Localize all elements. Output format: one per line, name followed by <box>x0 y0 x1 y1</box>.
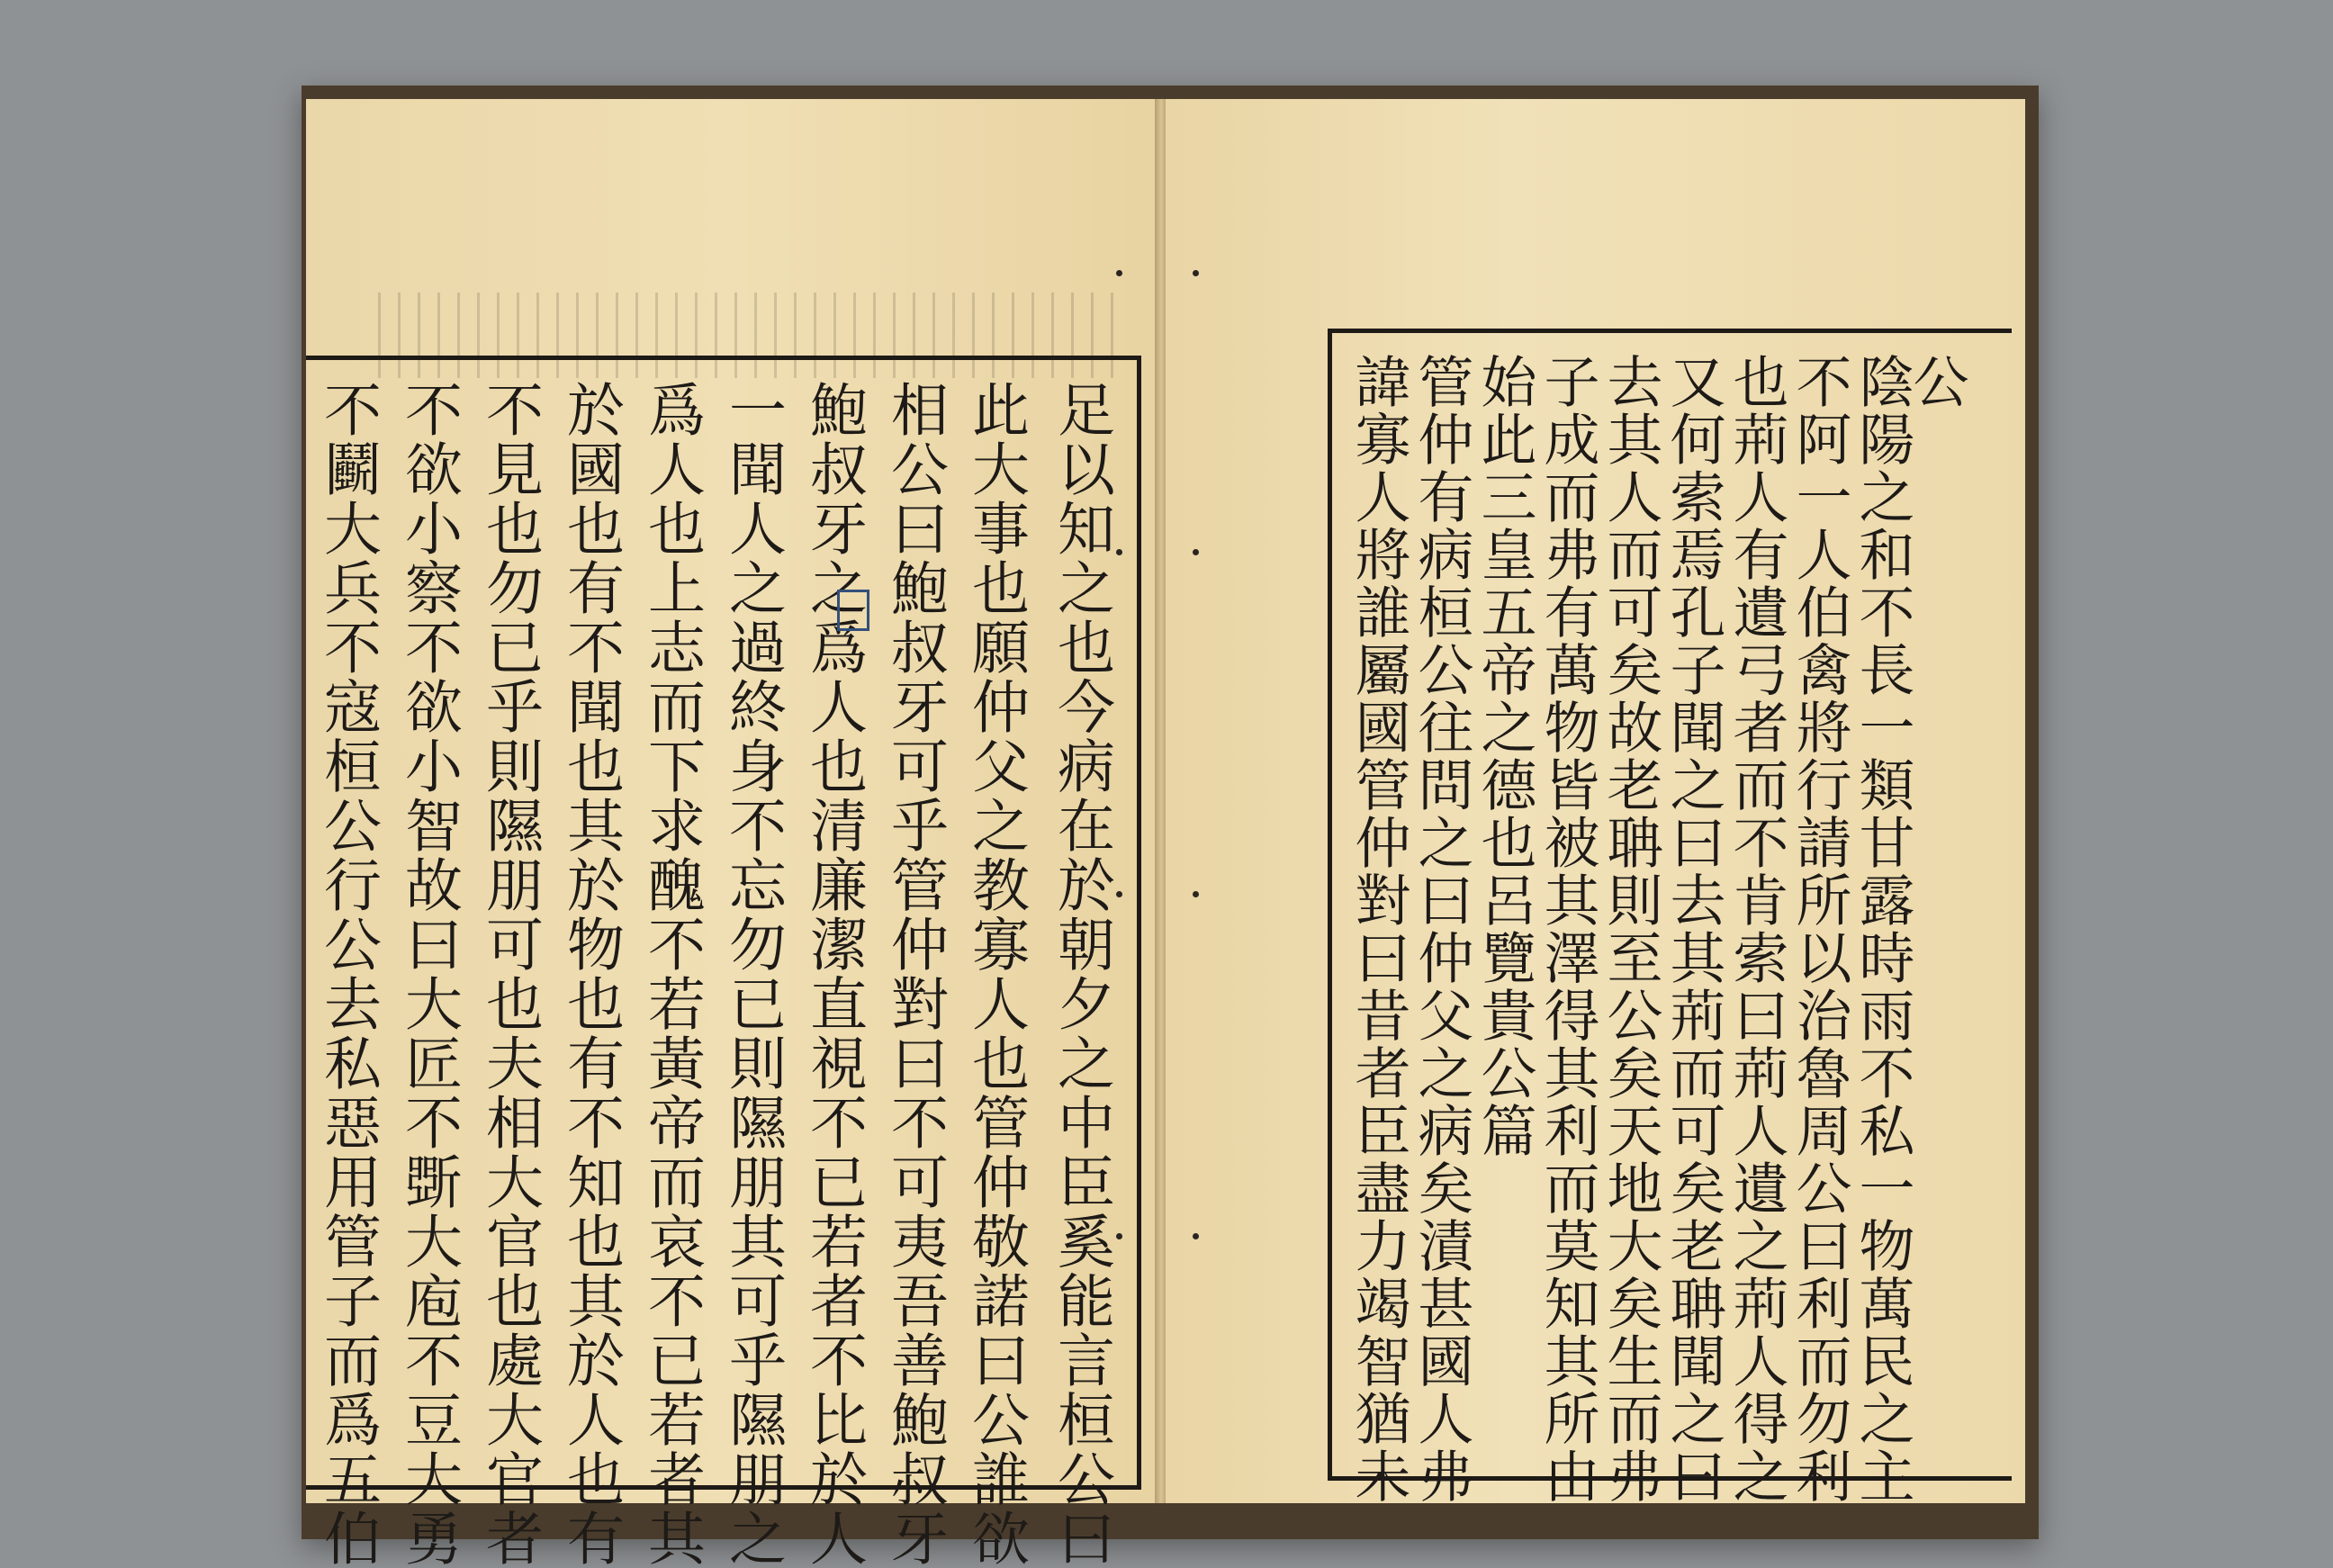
seal-stamp <box>837 590 869 631</box>
text-column: 不欲小察不欲小智故曰大匠不斲大庖不豆大勇 <box>395 380 462 1568</box>
text-column: 陰陽之和不長一類甘露時雨不私一物萬民之主 <box>1850 353 1915 1505</box>
text-column: 管仲有病桓公往問之曰仲父之病矣漬甚國人弗 <box>1409 353 1474 1505</box>
right-text-frame <box>1328 329 2012 1505</box>
text-column: 鮑叔牙之爲人也清廉潔直視不已若者不比於人 <box>800 380 867 1568</box>
text-column: 相公曰鮑叔牙可乎管仲對曰不可夷吾善鮑叔牙 <box>881 380 948 1568</box>
binding-hole <box>1116 1233 1122 1239</box>
text-column: 一聞人之過終身不忘勿已則隰朋其可乎隰朋之 <box>719 380 786 1568</box>
text-column: 公 <box>1904 353 1969 410</box>
binding-hole <box>1193 270 1199 276</box>
text-column: 爲人也上志而下求醜不若黃帝而哀不已若者其 <box>638 380 705 1568</box>
text-column: 也荊人有遺弓者而不肯索曰荊人遺之荊人得之 <box>1724 353 1789 1505</box>
binding-hole <box>1193 1233 1199 1239</box>
text-column: 始此三皇五帝之德也呂覽貴公篇 <box>1472 353 1537 1159</box>
binding-hole <box>1116 891 1122 897</box>
left-page <box>306 99 1157 1568</box>
binding-hole <box>1116 549 1122 555</box>
text-column: 又何索焉孔子聞之曰去其荊而可矣老聃聞之曰 <box>1661 353 1726 1505</box>
text-column: 於國也有不聞也其於物也有不知也其於人也有 <box>557 380 624 1568</box>
right-page <box>1166 99 2025 1503</box>
binding-hole <box>1193 891 1199 897</box>
text-column: 不鬬大兵不寇桓公行公去私惡用管子而爲五伯 <box>314 380 381 1568</box>
text-column: 諱寡人將誰屬國管仲對曰昔者臣盡力竭智猶未 <box>1346 353 1411 1505</box>
binding-hole <box>1193 549 1199 555</box>
text-column: 不阿一人伯禽將行請所以治魯周公曰利而勿利 <box>1787 353 1852 1505</box>
text-column: 不見也勿已乎則隰朋可也夫相大官也處大官者 <box>476 380 543 1568</box>
text-column: 子成而弗有萬物皆被其澤得其利而莫知其所由 <box>1535 353 1600 1505</box>
text-column: 去其人而可矣故老聃則至公矣天地大矣生而弗 <box>1598 353 1663 1505</box>
left-text-frame <box>306 356 1141 1568</box>
text-column: 足以知之也今病在於朝夕之中臣奚能言桓公曰 <box>1048 380 1114 1568</box>
text-column: 此大事也願仲父之教寡人也管仲敬諾曰公誰欲 <box>962 380 1029 1568</box>
binding-hole <box>1116 270 1122 276</box>
